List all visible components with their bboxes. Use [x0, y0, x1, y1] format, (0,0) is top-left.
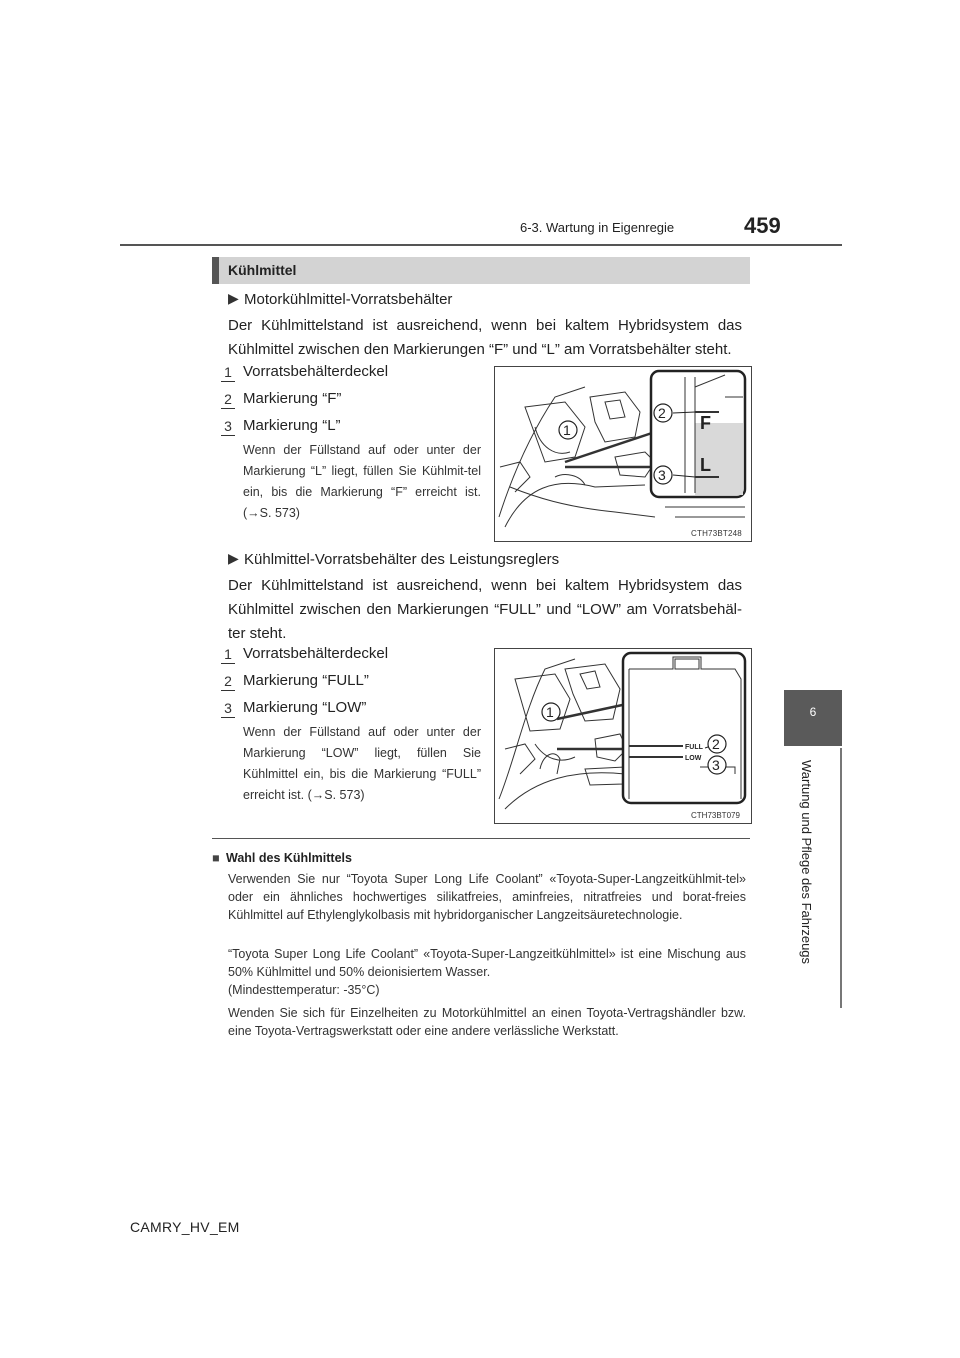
note: Wenn der Füllstand auf oder unter der Markierung “LOW” liegt, füllen Sie Kühlmittel ein, bis die Markierung “FULL” erreicht ist. (→S. 573) — [243, 725, 481, 802]
footnote-paragraph: Wenden Sie sich für Einzelheiten zu Motorkühlmittel an einen Toyota-Vertragshändler bzw. eine Toyota-Vertragswerkstatt oder eine andere verlässliche Werkstatt. — [228, 1006, 746, 1038]
power-control-coolant-reservoir-figure — [494, 648, 752, 824]
item-number: 1 — [221, 646, 235, 664]
note: Wenn der Füllstand auf oder unter der Markierung “L” liegt, füllen Sie Kühlmit-tel ein, bis die Markierung “F” erreicht ist. (→S. 573) — [243, 443, 481, 520]
item-number: 2 — [221, 673, 235, 691]
item-number: 3 — [221, 418, 235, 436]
footnote-paragraph: (Mindesttemperatur: -35°C) — [228, 983, 380, 997]
chapter-title-vertical — [752, 760, 848, 965]
figure-code: CTH73BT248 — [691, 529, 742, 538]
item-label: Markierung “L” — [243, 417, 341, 434]
bullet-arrow: ▶ — [228, 290, 239, 306]
figure-callout: 2 — [712, 736, 720, 752]
item-number: 2 — [221, 391, 235, 409]
engine-bay-illustration — [495, 367, 751, 541]
chapter-title: Wartung und Pflege des Fahrzeugs — [799, 760, 814, 965]
low-mark-text: LOW — [685, 755, 702, 762]
chapter-number: 6 — [809, 705, 817, 719]
bullet-heading: Motorkühlmittel-Vorratsbehälter — [244, 291, 453, 308]
separator-rule — [212, 838, 750, 839]
bullet-heading: Kühlmittel-Vorratsbehälter des Leistungsreglers — [244, 551, 560, 568]
engine-bay-illustration — [495, 649, 751, 823]
item-number: 1 — [221, 364, 235, 382]
full-mark-text: FULL — [685, 744, 703, 751]
figure-callout: 1 — [546, 704, 554, 720]
item-label: Markierung “LOW” — [243, 699, 367, 716]
footnote-paragraph: “Toyota Super Long Life Coolant” «Toyota-Super-Langzeitkühlmittel» ist eine Mischung aus 50% Kühlmittel und 50% deionisiertem Wasser. — [228, 947, 746, 979]
section-header: 6-3. Wartung in Eigenregie — [520, 220, 675, 235]
bullet-arrow: ▶ — [228, 550, 239, 566]
item-label: Markierung “FULL” — [243, 672, 369, 689]
section-title: Kühlmittel — [228, 262, 297, 278]
figure-callout: 1 — [563, 422, 571, 438]
figure-callout: 3 — [712, 757, 720, 773]
low-mark-letter: L — [700, 455, 711, 475]
figure-callout: 3 — [658, 467, 666, 483]
item-label: Markierung “F” — [243, 390, 342, 407]
section-bar-accent — [212, 257, 219, 284]
footnote-paragraph: Verwenden Sie nur “Toyota Super Long Life Coolant” «Toyota-Super-Langzeitkühlmit-tel» oder ein ähnliches hochwertiges silikatfreies, aminfreies, nitratfreies und borat-freies Kühlmittel auf Ethylenglykolbasis mit hybridorganischer Langzeitsäuretechnologie. — [228, 872, 746, 922]
item-number: 3 — [221, 700, 235, 718]
item-label: Vorratsbehälterdeckel — [243, 363, 389, 380]
engine-coolant-reservoir-figure — [494, 366, 752, 542]
figure-callout: 2 — [658, 405, 666, 421]
paragraph: Der Kühlmittelstand ist ausreichend, wenn bei kaltem Hybridsystem das Kühlmittel zwischen den Markierungen “F” und “L” am Vorratsbehälter steht. — [228, 317, 742, 358]
figure-code: CTH73BT079 — [691, 811, 740, 820]
item-label: Vorratsbehälterdeckel — [243, 645, 389, 662]
model-code: CAMRY_HV_EM — [130, 1219, 240, 1235]
full-mark-letter: F — [700, 413, 711, 433]
footnote-title: Wahl des Kühlmittels — [226, 851, 352, 865]
paragraph: Der Kühlmittelstand ist ausreichend, wenn bei kaltem Hybridsystem das Kühlmittel zwischen den Markierungen “FULL” und “LOW” am Vorratsbehäl-ter steht. — [228, 577, 742, 642]
footnote-square-icon: ■ — [212, 851, 220, 865]
header-rule — [120, 244, 842, 246]
page-number: 459 — [744, 213, 781, 238]
